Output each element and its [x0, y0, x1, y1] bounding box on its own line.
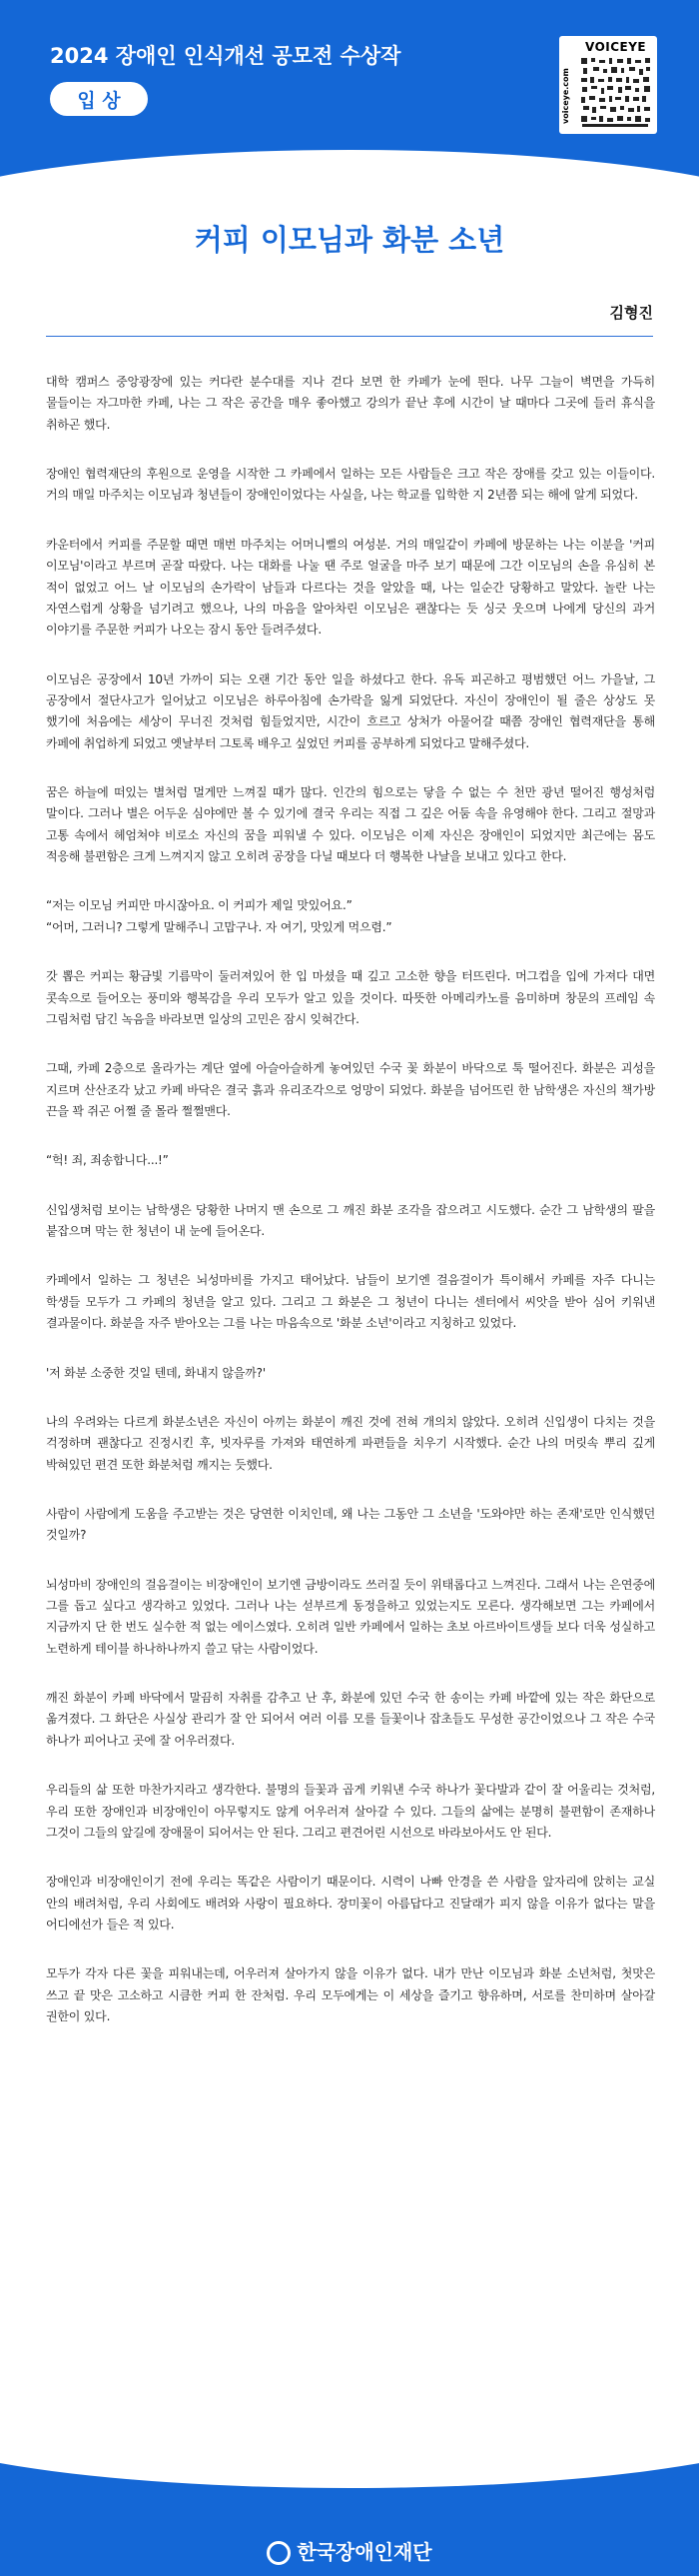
voiceye-side-text: voiceye.com — [561, 68, 570, 124]
paragraph-2: 장애인 협력재단의 후원으로 운영을 시작한 그 카페에서 일하는 모든 사람들은 크고 작은 장애를 갖고 있는 이들이다. 거의 매일 마주치는 이모님과 청년들이 장애인이었다는 사실을, 나는 학교를 입학한 지 2년쯤 되는 해에 알게 되었다. — [46, 467, 655, 503]
article-body — [46, 372, 655, 2055]
paragraph-13: 깨진 화분이 카페 바닥에서 말끔히 자취를 감추고 난 후, 화분에 있던 수국 한 송이는 카페 바깥에 있는 작은 화단으로 옮겨졌다. 그 화단은 사실상 관리가 잘 안 되어서 여러 이름 모를 들꽃이나 잡초들도 무성한 공간이었으나 그 작은 수국 하나가 피어나고 곳에 잘 어우러졌다. — [46, 1691, 655, 1748]
inner-thought: '저 화분 소중한 것일 텐데, 화내지 않을까?' — [46, 1365, 266, 1380]
foundation-mark-icon — [267, 2541, 291, 2565]
paragraph-8: 신입생처럼 보이는 남학생은 당황한 나머지 맨 손으로 그 깨진 화분 조각을 잡으려고 시도했다. 순간 그 남학생의 팔을 붙잡으며 막는 한 청년이 내 눈에 들어온다. — [46, 1202, 655, 1239]
header-band — [0, 0, 699, 170]
paragraph-10: 나의 우려와는 다르게 화분소년은 자신이 아끼는 화분이 깨진 것에 전혀 개의치 않았다. 오히려 신입생이 다치는 것을 걱정하며 괜찮다고 진정시킨 후, 빗자루를 가져와 태연하게 파편들을 치우기 시작했다. 순간 나의 머릿속 뿌리 깊게 박혀있던 편견 또한 화분처럼 깨지는 듯했다. — [46, 1414, 655, 1472]
paragraph-15: 장애인과 비장애인이기 전에 우리는 똑같은 사람이기 때문이다. 시력이 나빠 안경을 쓴 사람을 앞자리에 앉히는 교실 안의 배려처럼, 우리 사회에도 배려와 사랑이 필요하다. 장미꽃이 아름답다고 진달래가 피지 않을 이유가 없다는 말을 어디에선가 들은 적 있다. — [46, 1875, 655, 1932]
article-author: 김형진 — [609, 304, 653, 322]
article-title: 커피 이모님과 화분 소년 — [194, 223, 505, 257]
voiceye-pattern-icon — [579, 56, 653, 130]
paragraph-6: 갓 뽑은 커피는 황금빛 기름막이 둘러져있어 한 입 마셨을 때 깊고 고소한 향을 터뜨린다. 머그컵을 입에 가져다 대면 콧속으로 들어오는 풍미와 행복감을 우리 모두가 알고 있을 것이다. 따뜻한 아메리카노를 음미하며 창문의 프레임 속 그림처럼 담긴 녹음을 바라보면 일상의 고민은 잠시 잊혀간다. — [46, 969, 655, 1026]
dialogue-2: “헉! 죄, 죄송합니다...!” — [46, 1153, 169, 1168]
voiceye-label: VOICEYE — [585, 40, 647, 54]
paragraph-9: 카페에서 일하는 그 청년은 뇌성마비를 가지고 태어났다. 남들이 보기엔 걸음걸이가 특이해서 카페를 자주 다니는 학생들 모두가 그 카페의 청년을 알고 있다. 그리고 그 화분은 그 청년이 다니는 센터에서 씨앗을 받아 심어 키워낸 결과물이다. 화분을 자주 받아오는 그를 나는 마음속으로 '화분 소년'이라고 지칭하고 있었다. — [46, 1273, 655, 1331]
paragraph-14: 우리들의 삶 또한 마찬가지라고 생각한다. 불명의 들꽃과 곱게 키워낸 수국 하나가 꽃다발과 같이 잘 어울리는 것처럼, 우리 또한 장애인과 비장애인이 아무렇지도 않게 어우러져 살아갈 수 있다. 그들의 삶에는 분명히 불편함이 존재하나 그것이 그들의 앞길에 장애물이 되어서는 안 된다. 그리고 편견어린 시선으로 바라보아서도 안 된다. — [46, 1783, 655, 1840]
title-divider — [46, 336, 653, 337]
dialogue-1: “저는 이모님 커피만 마시잖아요. 이 커피가 제일 맛있어요.” “어머, 그러니? 그렇게 말해주니 고맙구나. 자 여기, 맛있게 먹으렴.” — [46, 898, 392, 934]
voiceye-code — [559, 36, 657, 134]
contest-title: 2024 장애인 인식개선 공모전 수상작 — [50, 44, 401, 68]
foundation-name: 한국장애인재단 — [297, 2540, 432, 2564]
paragraph-4: 이모님은 공장에서 10년 가까이 되는 오랜 기간 동안 일을 하셨다고 한다. 유독 피곤하고 평범했던 어느 가을날, 그 공장에서 절단사고가 일어났고 이모님은 하루아침에 손가락을 잃게 되었단다. 자신이 장애인이 될 줄은 상상도 못 했기에 처음에는 세상이 무너진 것처럼 힘들었지만, 시간이 흐르고 상처가 아물어갈 때쯤 장애인 협력재단을 통해 카페에 취업하게 되었고 옛날부터 그토록 배우고 싶었던 커피를 공부하게 되었다고 말해주셨다. — [46, 671, 655, 750]
paragraph-1: 대학 캠퍼스 중앙광장에 있는 커다란 분수대를 지나 걷다 보면 한 카페가 눈에 띈다. 나무 그늘이 벽면을 가득히 물들이는 자그마한 카페, 나는 그 작은 공간을 매우 좋아했고 강의가 끝난 후에 시간이 날 때마다 그곳에 들러 휴식을 취하곤 했다. — [46, 375, 655, 432]
paragraph-3: 카운터에서 커피를 주문할 때면 매번 마주치는 어머니뻘의 여성분. 거의 매일같이 카페에 방문하는 나는 이분을 '커피 이모님'이라고 부르며 곧잘 따랐다. 나는 대화를 나눌 땐 주로 얼굴을 마주 보기 때문에 그간 이모님의 손을 유심히 본 적이 없었고 어느 날 이모님의 손가락이 남들과 다르다는 것을 알았을 때, 나는 일순간 당황하고 말았다. 놀란 나는 자연스럽게 상황을 넘기려고 했으나, 나의 마음을 알아차린 이모님은 괜찮다는 듯 싱긋 웃으며 나에게 당신의 과거 이야기를 주문한 커피가 나오는 잠시 동안 들려주셨다. — [46, 537, 655, 638]
paragraph-16: 모두가 각자 다른 꽃을 피워내는데, 어우러져 살아가지 않을 이유가 없다. 내가 만난 이모님과 화분 소년처럼, 첫맛은 쓰고 끝 맛은 고소하고 시큼한 커피 한 잔처럼. 우리 모두에게는 이 세상을 즐기고 향유하며, 서로를 찬미하며 살아갈 권한이 있다. — [46, 1966, 655, 2024]
paragraph-12: 뇌성마비 장애인의 걸음걸이는 비장애인이 보기엔 금방이라도 쓰러질 듯이 위태롭다고 느껴진다. 그래서 나는 은연중에 그를 돕고 싶다고 생각하고 있었다. 그러나 나는 섣부르게 동정을하고 있었는지도 모른다. 생각해보면 그는 카페에서 지금까지 단 한 번도 실수한 적 없는 에이스였다. 오히려 일반 카페에서 일하는 초보 아르바이트생들 보다 더욱 성실하고 노련하게 테이블 하나하나까지 쓸고 닦는 사람이었다. — [46, 1577, 655, 1656]
paragraph-11: 사람이 사람에게 도움을 주고받는 것은 당연한 이치인데, 왜 나는 그동안 그 소년을 '도와야만 하는 존재'로만 인식했던 것일까? — [46, 1506, 655, 1543]
bottom-curve-decoration — [0, 2338, 699, 2488]
paragraph-5: 꿈은 하늘에 떠있는 별처럼 멀게만 느껴질 때가 많다. 인간의 힘으로는 닿을 수 없는 수 천만 광년 떨어진 행성처럼 말이다. 그러나 별은 어두운 심야에만 볼 수 있기에 결국 우리는 직접 그 깊은 어둠 속을 유영해야 한다. 그리고 절망과 고통 속에서 헤엄쳐야 비로소 자신의 꿈을 피워낼 수 있다. 이모님은 이제 자신은 장애인이 되었지만 최근에는 몸도 적응해 불편함은 크게 느껴지지 않고 오히려 공장을 다닐 때보다 더 행복한 나날을 보내고 있다고 한다. — [46, 785, 655, 864]
paragraph-7: 그때, 카페 2층으로 올라가는 계단 옆에 아슬아슬하게 놓여있던 수국 꽃 화분이 바닥으로 툭 떨어진다. 화분은 괴성을 지르며 산산조각 났고 카페 바닥은 결국 흙과 유리조각으로 엉망이 되었다. 화분을 넘어뜨린 한 남학생은 자신의 책가방 끈을 꽉 쥐곤 어쩔 줄 몰라 쩔쩔맨다. — [46, 1061, 655, 1118]
award-badge: 입 상 — [50, 82, 148, 116]
foundation-logo — [0, 2536, 699, 2565]
